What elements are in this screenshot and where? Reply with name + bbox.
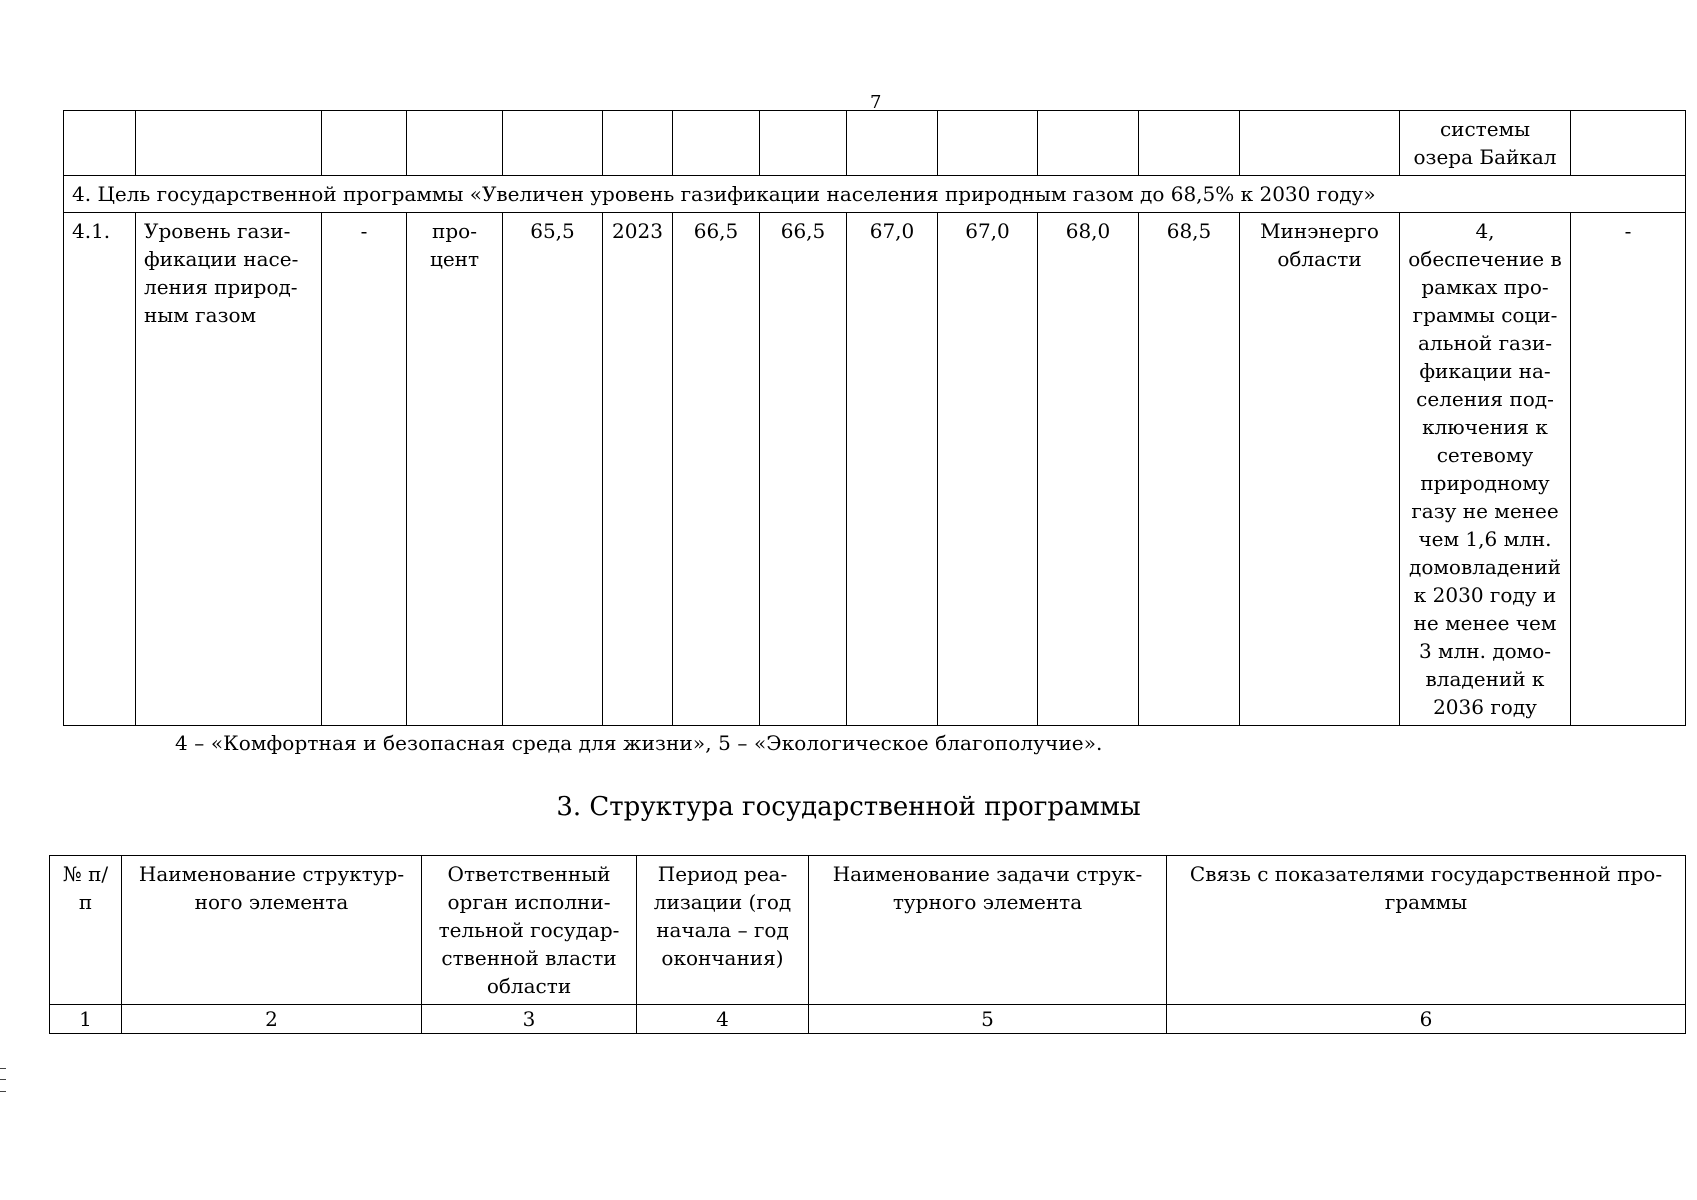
value-2030: 68,5: [1139, 213, 1240, 726]
value-2024: 66,5: [673, 213, 760, 726]
continuation-row: [64, 111, 1686, 176]
header-period: Период реа-лизации (год начала – год окончания): [637, 856, 809, 1005]
header-row: [50, 856, 1686, 1005]
base-value: 65,5: [503, 213, 603, 726]
column-number: 5: [809, 1005, 1167, 1034]
structure-table: [49, 855, 1686, 1034]
national-goals-link: 4, обеспечение в рамках про-граммы соци-альной гази-фикации на-селения под-ключения к сетевому природному газу не менее чем 1,6 млн. домовладений к 2030 году и не менее чем 3 млн. домо-владений к 2036 году: [1400, 213, 1571, 726]
page-number: 7: [870, 92, 882, 113]
column-number: 6: [1167, 1005, 1686, 1034]
goal-4-heading: 4. Цель государственной программы «Увеличен уровень газификации населения природным газом до 68,5% к 2030 году»: [64, 176, 1686, 213]
value-2028: 68,0: [1038, 213, 1139, 726]
header-task-name: Наименование задачи струк-турного элемента: [809, 856, 1167, 1005]
value-2027: 67,0: [938, 213, 1038, 726]
header-number: № п/п: [50, 856, 122, 1005]
value-2026: 67,0: [847, 213, 938, 726]
value-2025: 66,5: [760, 213, 847, 726]
base-year: 2023: [603, 213, 673, 726]
info-system: -: [1571, 213, 1686, 726]
column-number: 3: [422, 1005, 637, 1034]
column-number: 4: [637, 1005, 809, 1034]
header-element-name: Наименование структур-ного элемента: [122, 856, 422, 1005]
footnote: 4 – «Комфортная и безопасная среда для жизни», 5 – «Экологическое благополучие».: [175, 731, 1103, 755]
table-row: [64, 213, 1686, 726]
scan-mark: [0, 1068, 6, 1092]
goal-row: [64, 176, 1686, 213]
column-number: 2: [122, 1005, 422, 1034]
continuation-links-cell: системы озера Байкал: [1400, 111, 1571, 176]
unit: про-цент: [407, 213, 503, 726]
column-numbers-row: [50, 1005, 1686, 1034]
column-number: 1: [50, 1005, 122, 1034]
indicator-name: Уровень гази-фикации насе-ления природ-ным газом: [136, 213, 322, 726]
indicator-level: -: [322, 213, 407, 726]
indicators-table: [63, 110, 1686, 726]
header-responsible-body: Ответственный орган исполни-тельной государ-ственной власти области: [422, 856, 637, 1005]
responsible-body: Минэнерго области: [1240, 213, 1400, 726]
header-indicators-link: Связь с показателями государственной про-граммы: [1167, 856, 1686, 1005]
row-number: 4.1.: [64, 213, 136, 726]
section-title: 3. Структура государственной программы: [556, 792, 1141, 822]
